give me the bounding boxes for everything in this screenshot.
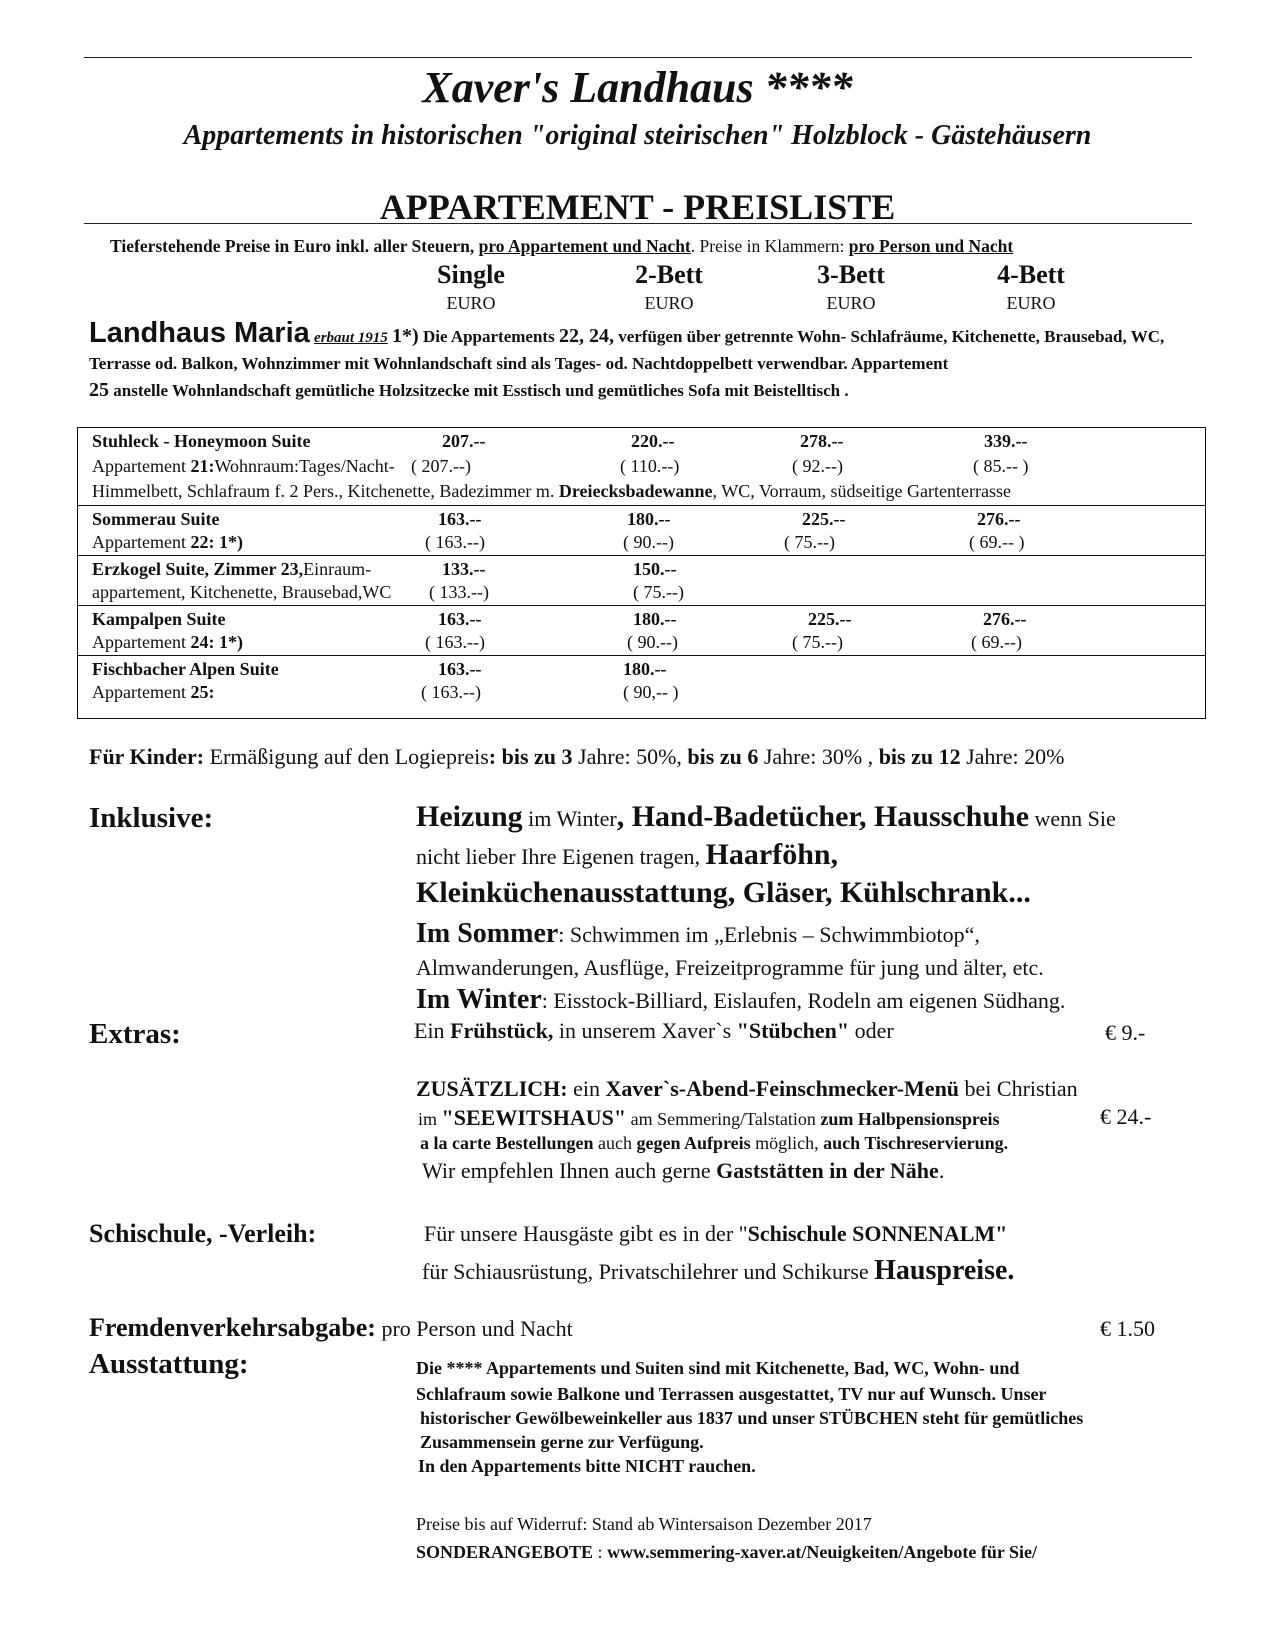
inklusive-line: Kleinküchenausstattung, Gläser, Kühlschrank... — [416, 876, 1031, 909]
room-name: Erzkogel Suite, Zimmer 23,Einraum- — [92, 559, 372, 579]
ausstattung-line: Schlafraum sowie Balkone und Terrassen ausgestattet, TV nur auf Wunsch. Unser — [416, 1384, 1047, 1404]
price-single: 163.-- — [438, 659, 482, 679]
col-2bett-unit: EURO — [644, 293, 694, 313]
pp-2bett: ( 75.--) — [633, 582, 684, 602]
pp-single: ( 163.--) — [425, 632, 485, 652]
ausstattung-line: Die **** Appartements und Suiten sind mit Kitchenette, Bad, WC, Wohn- und — [416, 1358, 1020, 1378]
page-subtitle: Appartements in historischen "original steirischen" Holzblock - Gästehäusern — [183, 120, 1092, 151]
pp-3bett: ( 75.--) — [792, 632, 843, 652]
price-4bett: 276.-- — [983, 609, 1027, 629]
pp-2bett: ( 90.--) — [623, 532, 674, 552]
col-single-unit: EURO — [446, 293, 496, 313]
room-subtitle: Appartement 22: 1*) — [92, 532, 243, 552]
room-subtitle: Appartement 25: — [92, 682, 215, 702]
pp-single: ( 163.--) — [425, 532, 485, 552]
price-3bett: 225.-- — [802, 509, 846, 529]
ausstattung-line: In den Appartements bitte NICHT rauchen. — [418, 1456, 756, 1476]
price-table — [77, 427, 1206, 719]
inklusive-line: Almwanderungen, Ausflüge, Freizeitprogramme für jung und älter, etc. — [416, 955, 1044, 980]
pp-3bett: ( 92.--) — [792, 456, 843, 476]
room-description: Himmelbett, Schlafraum f. 2 Pers., Kitchenette, Badezimmer m. Dreiecksbadewanne, WC, Vorraum, südseitige Gartenterrasse — [92, 481, 1011, 501]
row-divider — [78, 555, 1205, 556]
pp-2bett: ( 90.--) — [627, 632, 678, 652]
extras-restaurant: im "SEEWITSHAUS" am Semmering/Talstation zum Halbpensionspreis — [418, 1105, 1000, 1130]
room-name: Fischbacher Alpen Suite — [92, 659, 279, 679]
price-single: 163.-- — [438, 509, 482, 529]
price-2bett: 180.-- — [633, 609, 677, 629]
schischule-line: für Schiausrüstung, Privatschilehrer und Schikurse Hauspreise. — [422, 1255, 1015, 1286]
price-3bett: 225.-- — [808, 609, 852, 629]
col-4bett: 4-Bett — [997, 260, 1065, 289]
col-single: Single — [437, 260, 505, 289]
col-2bett: 2-Bett — [635, 260, 703, 289]
special-offers: SONDERANGEBOTE : www.semmering-xaver.at/Neuigkeiten/Angebote für Sie/ — [416, 1542, 1038, 1562]
price-2bett: 220.-- — [631, 431, 675, 451]
price-2bett: 150.-- — [633, 559, 677, 579]
extras-alacarte: a la carte Bestellungen auch gegen Aufpreis möglich, auch Tischreservierung. — [420, 1133, 1009, 1153]
pp-3bett: ( 75.--) — [784, 532, 835, 552]
ausstattung-line: Zusammensein gerne zur Verfügung. — [420, 1432, 704, 1452]
price-2bett: 180.-- — [627, 509, 671, 529]
pp-single: ( 207.--) — [411, 456, 471, 476]
extras-recommendation: Wir empfehlen Ihnen auch gerne Gaststätten in der Nähe. — [422, 1158, 945, 1183]
tourist-tax: Fremdenverkehrsabgabe: pro Person und Nacht — [89, 1313, 573, 1342]
row-divider — [78, 505, 1205, 506]
room-subtitle: Appartement 24: 1*) — [92, 632, 243, 652]
schischule-label: Schischule, -Verleih: — [89, 1219, 317, 1248]
room-name: Stuhleck - Honeymoon Suite — [92, 431, 311, 451]
col-3bett: 3-Bett — [817, 260, 885, 289]
children-discount: Für Kinder: Ermäßigung auf den Logiepreis: bis zu 3 Jahre: 50%, bis zu 6 Jahre: 30% , bis zu 12 Jahre: 20% — [89, 744, 1065, 769]
inklusive-line: Heizung im Winter, Hand-Badetücher, Hausschuhe wenn Sie — [416, 800, 1116, 833]
landhaus-maria-description: Landhaus Maria erbaut 1915 1*) Die Appartements 22, 24, verfügen über getrennte Wohn- Schlafräume, Kitchenette, Brausebad, WC, Terrasse od. Balkon, Wohnzimmer mit Wohnlandschaft sind als Tages- od. Nachtdoppelbett verwendbar. Appartement 25 anstelle Wohnlandschaft gemütliche Holzsitzecke mit Esstisch und gemütliches Sofa mit Beistelltisch . — [89, 317, 1165, 401]
inklusive-summer: Im Sommer: Schwimmen im „Erlebnis – Schwimmbiotop“, — [416, 918, 980, 949]
inklusive-winter: Im Winter: Eisstock-Billiard, Eislaufen, Rodeln am eigenen Südhang. — [416, 984, 1066, 1015]
price-2bett: 180.-- — [623, 659, 667, 679]
room-subtitle: Appartement 21:Wohnraum:Tages/Nacht- — [92, 456, 395, 476]
room-subtitle: appartement, Kitchenette, Brausebad,WC — [92, 582, 392, 602]
col-4bett-unit: EURO — [1006, 293, 1056, 313]
pp-2bett: ( 110.--) — [620, 456, 680, 476]
page-title: Xaver's Landhaus **** — [422, 63, 853, 112]
validity-note: Preise bis auf Widerruf: Stand ab Wintersaison Dezember 2017 — [416, 1514, 872, 1534]
schischule-line: Für unsere Hausgäste gibt es in der "Schischule SONNENALM" — [424, 1221, 1008, 1246]
ausstattung-line: historischer Gewölbeweinkeller aus 1837 und unser STÜBCHEN steht für gemütliches — [420, 1408, 1084, 1428]
ausstattung-label: Ausstattung: — [89, 1348, 249, 1380]
extras-label: Extras: — [89, 1018, 181, 1050]
col-3bett-unit: EURO — [826, 293, 876, 313]
pp-4bett: ( 69.-- ) — [969, 532, 1025, 552]
row-divider — [78, 605, 1205, 606]
extras-breakfast: Ein Frühstück, in unserem Xaver`s "Stübchen" oder — [414, 1018, 894, 1043]
inklusive-label: Inklusive: — [89, 802, 214, 834]
offers-link[interactable]: www.semmering-xaver.at/Neuigkeiten/Angebote für Sie/ — [607, 1542, 1038, 1562]
extras-menu: ZUSÄTZLICH: ein Xaver`s-Abend-Feinschmecker-Menü bei Christian — [416, 1076, 1078, 1101]
price-list-heading: APPARTEMENT - PREISLISTE — [379, 187, 896, 227]
price-4bett: 276.-- — [977, 509, 1021, 529]
pp-single: ( 133.--) — [429, 582, 489, 602]
pp-4bett: ( 69.--) — [971, 632, 1022, 652]
breakfast-price: € 9.- — [1105, 1020, 1146, 1045]
top-rule — [84, 57, 1192, 58]
pp-4bett: ( 85.-- ) — [973, 456, 1029, 476]
room-name: Sommerau Suite — [92, 509, 220, 529]
inklusive-line: nicht lieber Ihre Eigenen tragen, Haarföhn, — [416, 838, 839, 871]
price-single: 207.-- — [442, 431, 486, 451]
pp-single: ( 163.--) — [421, 682, 481, 702]
tourist-tax-price: € 1.50 — [1100, 1316, 1155, 1341]
price-single: 163.-- — [438, 609, 482, 629]
room-name: Kampalpen Suite — [92, 609, 226, 629]
row-divider — [78, 655, 1205, 656]
price-4bett: 339.-- — [984, 431, 1028, 451]
halfboard-price: € 24.- — [1100, 1104, 1152, 1129]
price-single: 133.-- — [442, 559, 486, 579]
price-notice: Tieferstehende Preise in Euro inkl. aller Steuern, pro Appartement und Nacht. Preise in Klammern: pro Person und Nacht — [110, 236, 1014, 256]
price-3bett: 278.-- — [800, 431, 844, 451]
pp-2bett: ( 90,-- ) — [623, 682, 679, 702]
